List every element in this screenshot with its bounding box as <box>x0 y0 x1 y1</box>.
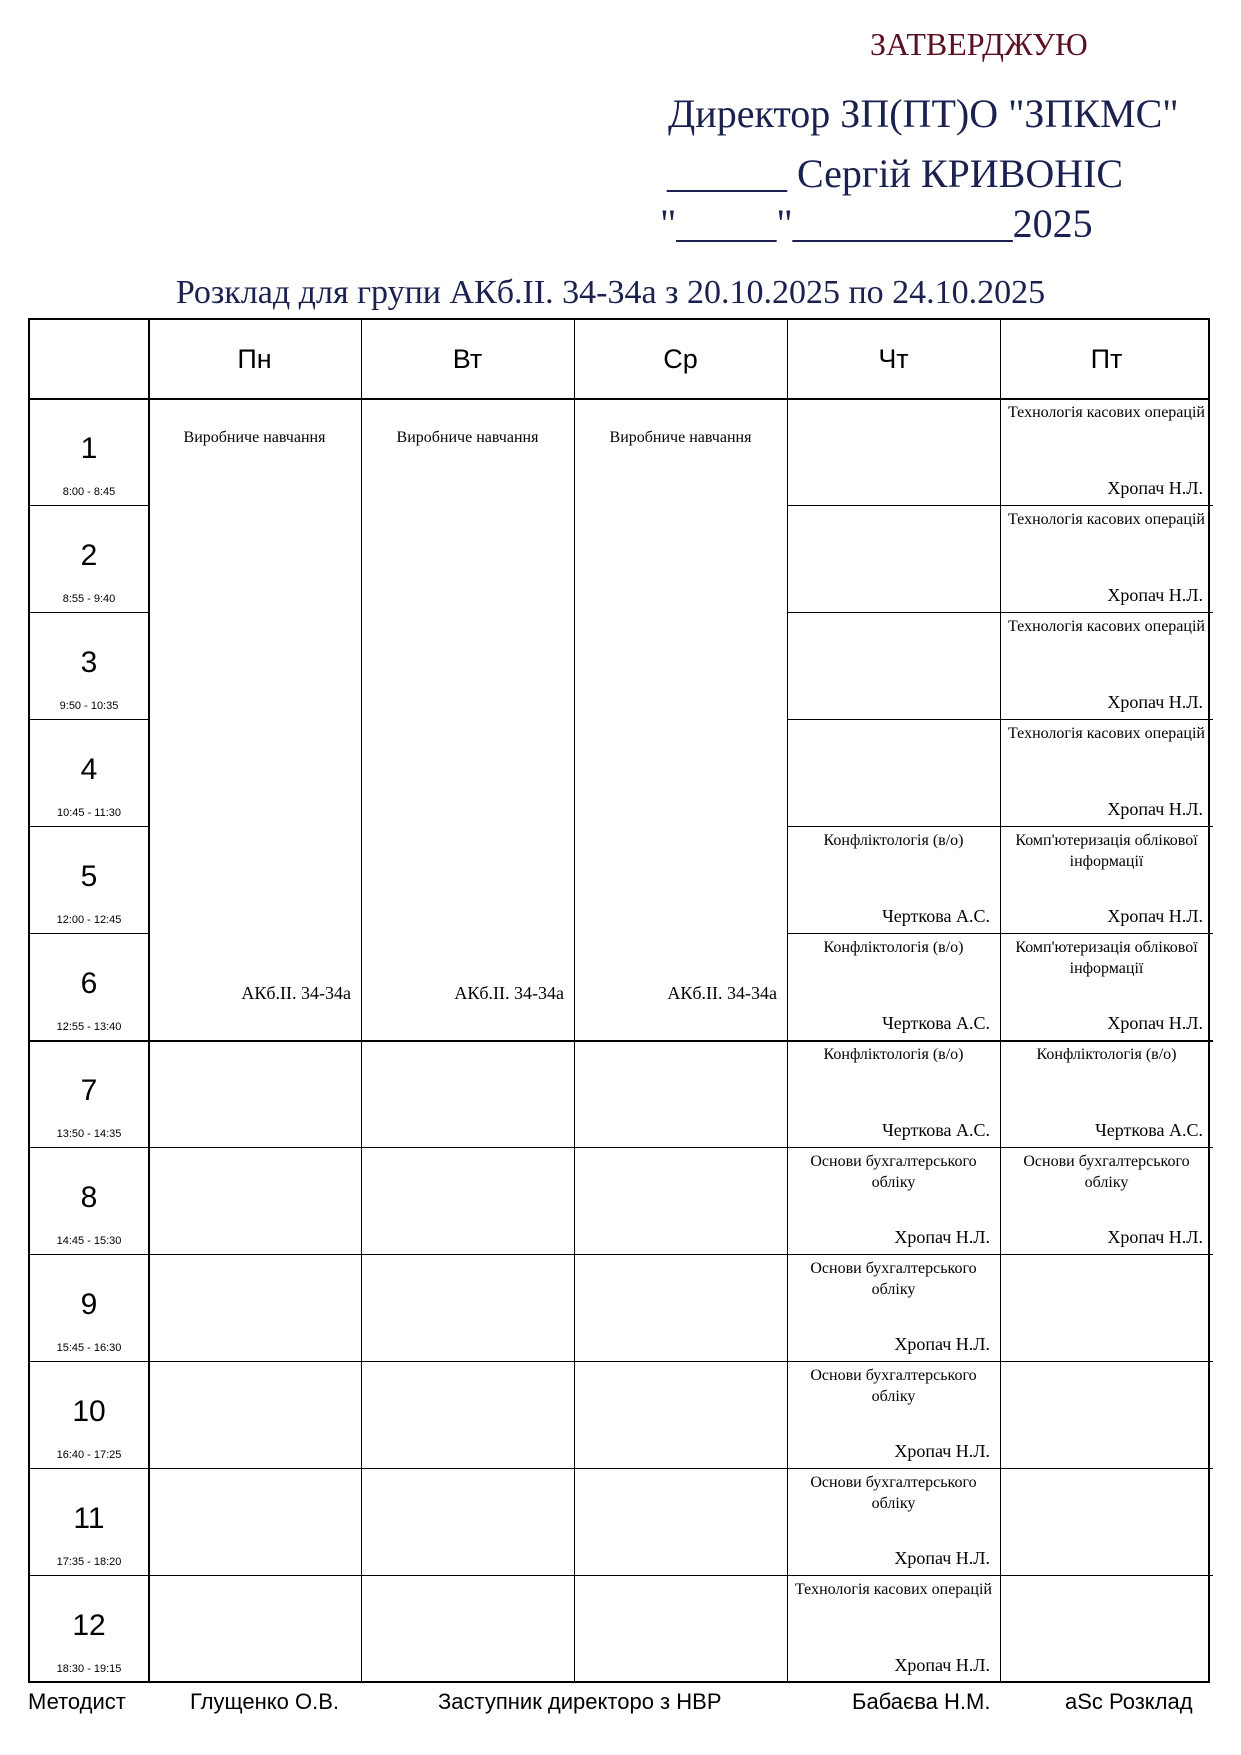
grid-row-line <box>361 1575 574 1576</box>
lesson-cell <box>1000 505 1213 612</box>
lesson-teacher: Хропач Н.Л. <box>894 1441 990 1461</box>
block-subject: Виробниче навчання <box>396 429 539 446</box>
block-subject: Виробниче навчання <box>183 429 326 446</box>
block-group: АКб.ІІ. 34-34а <box>667 983 777 1003</box>
grid-row-line <box>30 1575 148 1576</box>
period-time: 8:00 - 8:45 <box>62 486 116 498</box>
approval-heading: ЗАТВЕРДЖУЮ <box>870 26 1088 62</box>
grid-row-line <box>574 1040 787 1042</box>
lesson-subject: Технологія касових операцій <box>795 1581 992 1598</box>
period-number: 4 <box>80 753 98 786</box>
grid-row-line <box>148 1575 361 1576</box>
grid-row-line <box>787 719 1000 720</box>
period-number: 6 <box>80 967 98 1000</box>
grid-row-line <box>361 1040 574 1042</box>
grid-row-line <box>787 505 1000 506</box>
period-number: 3 <box>80 646 98 679</box>
period-time: 8:55 - 9:40 <box>62 593 116 605</box>
block-group: АКб.ІІ. 34-34а <box>241 983 351 1003</box>
lesson-subject: Комп'ютеризація облікової інформації <box>1015 939 1198 977</box>
period-time: 16:40 - 17:25 <box>56 1449 122 1461</box>
lesson-subject: Конфліктологія (в/о) <box>1036 1046 1177 1063</box>
grid-row-line <box>148 1468 361 1469</box>
lesson-cell <box>787 1040 1000 1147</box>
footer-methodist-label: Методист <box>28 1689 126 1714</box>
lesson-subject: Основи бухгалтерського обліку <box>1023 1153 1190 1191</box>
footer-deputy-name: Бабаєва Н.М. <box>852 1689 991 1714</box>
practical-training-block <box>361 398 574 1040</box>
period-time: 13:50 - 14:35 <box>56 1128 122 1140</box>
grid-row-line <box>148 1254 361 1255</box>
grid-row-line <box>574 1147 787 1148</box>
lesson-cell <box>1000 719 1213 826</box>
lesson-subject: Технологія касових операцій <box>1008 618 1205 635</box>
day-header: Пн <box>237 343 272 374</box>
grid-row-line <box>1000 1468 1213 1469</box>
period-number: 10 <box>72 1395 106 1428</box>
grid-row-line <box>787 612 1000 613</box>
lesson-teacher: Хропач Н.Л. <box>1107 692 1203 712</box>
lesson-subject: Конфліктологія (в/о) <box>823 832 964 849</box>
lesson-cell <box>787 1468 1000 1575</box>
grid-row-line <box>1000 1575 1213 1576</box>
lesson-subject: Основи бухгалтерського обліку <box>810 1367 977 1405</box>
lesson-cell <box>1000 826 1213 933</box>
block-subject: Виробниче навчання <box>609 429 752 446</box>
grid-row-line <box>30 826 148 827</box>
grid-row-line <box>148 1361 361 1362</box>
lesson-teacher: Черткова А.С. <box>882 1013 990 1033</box>
lesson-cell <box>787 826 1000 933</box>
block-group: АКб.ІІ. 34-34а <box>454 983 564 1003</box>
lesson-cell <box>1000 398 1213 505</box>
day-header: Вт <box>452 343 483 374</box>
lesson-cell <box>787 1575 1000 1682</box>
period-time: 15:45 - 16:30 <box>56 1342 122 1354</box>
lesson-teacher: Хропач Н.Л. <box>1107 1013 1203 1033</box>
footer-deputy-label: Заступник директоро з НВР <box>438 1689 722 1714</box>
period-number: 12 <box>72 1609 106 1642</box>
director-signature-line: ______ Сергій КРИВОНІС <box>667 151 1124 196</box>
lesson-subject: Комп'ютеризація облікової інформації <box>1015 832 1198 870</box>
lesson-subject: Конфліктологія (в/о) <box>823 939 964 956</box>
practical-training-block <box>148 398 361 1040</box>
lesson-cell <box>1000 1147 1213 1254</box>
grid-row-line <box>30 719 148 720</box>
lesson-teacher: Хропач Н.Л. <box>894 1334 990 1354</box>
grid-row-line <box>361 1147 574 1148</box>
lesson-subject: Технологія касових операцій <box>1008 404 1205 421</box>
lesson-subject: Основи бухгалтерського обліку <box>810 1474 977 1512</box>
lesson-teacher: Черткова А.С. <box>882 906 990 926</box>
grid-row-line <box>30 1254 148 1255</box>
period-number: 2 <box>80 539 98 572</box>
grid-row-line <box>361 1468 574 1469</box>
lesson-cell <box>1000 612 1213 719</box>
period-number: 8 <box>80 1181 98 1214</box>
day-header: Пт <box>1090 343 1123 374</box>
grid-row-line <box>30 1468 148 1469</box>
period-number: 1 <box>80 432 98 465</box>
grid-row-line <box>30 1040 148 1042</box>
lesson-teacher: Хропач Н.Л. <box>894 1655 990 1675</box>
lesson-teacher: Хропач Н.Л. <box>894 1227 990 1247</box>
footer-methodist-name: Глущенко О.В. <box>190 1689 339 1714</box>
lesson-teacher: Хропач Н.Л. <box>1107 585 1203 605</box>
period-time: 14:45 - 15:30 <box>56 1235 122 1247</box>
lesson-subject: Конфліктологія (в/о) <box>823 1046 964 1063</box>
grid-row-line <box>574 1361 787 1362</box>
grid-row-line <box>30 612 148 613</box>
schedule-title: Розклад для групи АКб.ІІ. 34-34а з 20.10.2025 по 24.10.2025 <box>175 274 1046 311</box>
lesson-cell <box>1000 933 1213 1040</box>
period-number: 9 <box>80 1288 98 1321</box>
grid-row-line <box>30 1361 148 1362</box>
lesson-cell <box>787 933 1000 1040</box>
director-title: Директор ЗП(ПТ)О "ЗПКМС" <box>668 91 1179 136</box>
lesson-teacher: Хропач Н.Л. <box>1107 906 1203 926</box>
day-header: Чт <box>878 343 909 374</box>
grid-row-line <box>574 1254 787 1255</box>
timetable-grid <box>28 318 1210 1683</box>
practical-training-block <box>574 398 787 1040</box>
period-number: 11 <box>73 1502 105 1535</box>
period-time: 18:30 - 19:15 <box>56 1663 122 1675</box>
lesson-subject: Технологія касових операцій <box>1008 511 1205 528</box>
day-header: Ср <box>663 343 698 374</box>
grid-row-line <box>148 1040 361 1042</box>
grid-row-line <box>574 1575 787 1576</box>
period-number: 7 <box>80 1074 98 1107</box>
period-time: 12:00 - 12:45 <box>56 914 122 926</box>
lesson-teacher: Хропач Н.Л. <box>1107 478 1203 498</box>
grid-row-line <box>361 1254 574 1255</box>
grid-row-line <box>30 933 148 934</box>
footer-software: aSc Розклад <box>1065 1689 1193 1714</box>
period-time: 17:35 - 18:20 <box>56 1556 122 1568</box>
period-time: 9:50 - 10:35 <box>59 700 119 712</box>
grid-row-line <box>1000 1254 1213 1255</box>
lesson-subject: Технологія касових операцій <box>1008 725 1205 742</box>
period-time: 10:45 - 11:30 <box>56 807 121 819</box>
lesson-teacher: Хропач Н.Л. <box>1107 1227 1203 1247</box>
grid-row-line <box>574 1468 787 1469</box>
lesson-cell <box>1000 1040 1213 1147</box>
period-time: 12:55 - 13:40 <box>56 1021 122 1033</box>
grid-row-line <box>30 505 148 506</box>
grid-row-line <box>361 1361 574 1362</box>
grid-row-line <box>30 1147 148 1148</box>
lesson-subject: Основи бухгалтерського обліку <box>810 1153 977 1191</box>
period-number: 5 <box>80 860 98 893</box>
lesson-cell <box>787 1361 1000 1468</box>
approval-date-line: "_____"___________2025 <box>660 201 1093 246</box>
grid-row-line <box>1000 1361 1213 1362</box>
lesson-teacher: Черткова А.С. <box>1095 1120 1203 1140</box>
lesson-teacher: Хропач Н.Л. <box>894 1548 990 1568</box>
grid-row-line <box>148 1147 361 1148</box>
lesson-teacher: Хропач Н.Л. <box>1107 799 1203 819</box>
lesson-subject: Основи бухгалтерського обліку <box>810 1260 977 1298</box>
lesson-teacher: Черткова А.С. <box>882 1120 990 1140</box>
lesson-cell <box>787 1147 1000 1254</box>
lesson-cell <box>787 1254 1000 1361</box>
